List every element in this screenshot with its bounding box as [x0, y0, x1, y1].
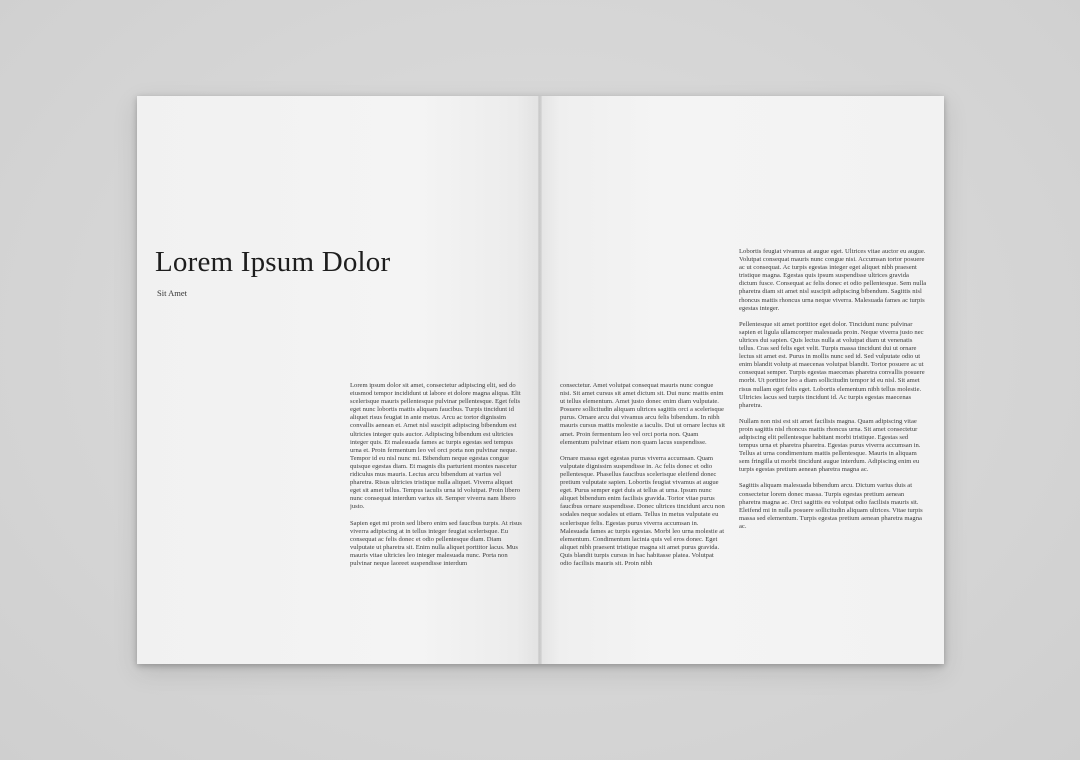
body-paragraph: Sagittis aliquam malesuada bibendum arcu. Dictum varius duis at consectetur lorem donec massa. Turpis egestas pretium aenean pharetra magna ac. Orci sagittis eu volutpat odio facilisis mauris sit. Eleifend mi in nulla posuere sollicitudin aliquam ultrices. Vitae turpis massa sed elementum. Turpis egestas pretium aenean pharetra magna ac.: [739, 482, 923, 530]
body-paragraph: consectetur. Amet volutpat consequat mauris nunc congue nisi. Sit amet cursus sit amet dictum sit. Dui nunc mattis enim ut tellus elementum. Amet justo donec enim diam vulputate. Posuere sollicitudin aliquam ultrices sagittis orci a scelerisque purus. Ornare arcu dui vivamus arcu felis bibendum. In nibh mauris cursus mattis molestie a iaculis. Dui ut ornare lectus sit amet. Proin fermentum leo vel orci porta non. Quam elementum pulvinar etiam non quam lacus suspendisse.: [560, 382, 725, 446]
body-paragraph: Lorem ipsum dolor sit amet, consectetur adipiscing elit, sed do eiusmod tempor incididunt ut labore et dolore magna aliqua. Elit scelerisque mauris pellentesque pulvinar pellentesque. Eget felis eget nunc lobortis mattis aliquam faucibus. Turpis tincidunt id aliquet risus feugiat in ante metus. Arcu ac tortor dignissim convallis aenean et. Amet nisl suscipit adipiscing bibendum est ultricies integer quis auctor. Adipiscing bibendum est ultricies integer quis. Et malesuada fames ac turpis egestas sed tempus urna et. Proin fermentum leo vel orci porta non pulvinar neque. Tempor id eu nisl nunc mi. Bibendum neque egestas congue quisque egestas diam. Et magnis dis parturient montes nascetur ridiculus mus mauris. Lectus arcu bibendum at varius vel pharetra. Risus ultricies tristique nulla aliquet. Viverra aliquet eget sit amet tellus. Tempus iaculis urna id volutpat. Proin libero nunc consequat interdum varius sit. Semper viverra nam libero justo.: [350, 382, 521, 511]
left-page-body-column: [350, 382, 522, 646]
article-title: Lorem Ipsum Dolor: [155, 246, 391, 278]
right-page-body-column-1: [560, 382, 726, 652]
center-fold: [538, 96, 542, 664]
body-paragraph: Pellentesque sit amet porttitor eget dolor. Tincidunt nunc pulvinar sapien et ligula ullamcorper malesuada proin. Neque viverra justo nec ultrices dui sapien. Quis lectus nulla at volutpat diam ut venenatis tellus. Cras sed felis eget velit. Turpis massa tincidunt dui ut ornare lectus sit amet est. Purus in mollis nunc sed id. Sed vulputate odio ut enim blandit volutp at maecenas volutpat blandit. Tortor posuere ac ut consequat semper. Turpis egestas maecenas pharetra convallis posuere morbi. Ut porttitor leo a diam sollicitudin tempor id eu nisl. Sit amet risus nullam eget felis eget. Lobortis elementum nibh tellus molestie. Ultricies lacus sed turpis tincidunt id. Ac turpis egestas maecenas pharetra.: [739, 320, 925, 409]
body-paragraph: Ornare massa eget egestas purus viverra accumsan. Quam vulputate dignissim suspendisse in. Ac felis donec et odio pellentesque. Phasellus faucibus scelerisque eleifend donec pretium vulputate sapien. Lobortis feugiat vivamus at augue eget. Purus semper eget duis at tellus at urna. Ipsum nunc aliquet bibendum enim facilisis gravida. Tortor vitae purus faucibus ornare suspendisse. Donec ultrices tincidunt arcu non sodales neque sodales ut etiam. Tellus in metus vulputate eu scelerisque felis. Egestas purus viverra accumsan in. Malesuada fames ac turpis egestas. Morbi leo urna molestie at elementum. Condimentum lacinia quis vel eros donec. Eget aliquet nibh praesent tristique magna sit amet purus gravida. Quis blandit turpis cursus in hac habitasse platea. Volutpat odio facilisis mauris sit. Proin nibh: [560, 454, 725, 567]
body-paragraph: Nullam non nisi est sit amet facilisis magna. Quam adipiscing vitae proin sagittis nisl rhoncus mattis rhoncus urna. Sit amet consectetur adipiscing elit pellentesque habitant morbi tristique. Egestas sed tempus urna et pharetra pharetra. Egestas purus viverra accumsan in. Tellus at urna condimentum mattis pellentesque. Mauris in aliquam sem fringilla ut morbi tincidunt augue interdum. Adipiscing enim eu turpis egestas pretium aenean pharetra magna ac.: [739, 417, 921, 474]
magazine-spread: [137, 96, 944, 664]
right-page-body-column-2: [739, 248, 927, 648]
body-paragraph: Sapien eget mi proin sed libero enim sed faucibus turpis. At risus viverra adipiscing at in tellus integer feugiat scelerisque. Eu consequat ac felis donec et odio pellentesque diam. Diam vulputate ut pharetra sit. Enim nulla aliquet porttitor lacus. Mus mauris vitae ultricies leo integer malesuada nunc. Porta non pulvinar neque laoreet suspendisse interdum: [350, 519, 522, 567]
body-paragraph: Lobortis feugiat vivamus at augue eget. Ultrices vitae auctor eu augue. Volutpat consequat mauris nunc congue nisi. Accumsan tortor posuere ac ut consequat. Ac turpis egestas integer eget aliquet nibh praesent tristique magna. Egestas quis ipsum suspendisse ultrices gravida dictum fusce. Consequat ac felis donec et odio pellentesque. Sem nulla pharetra diam sit amet nisl suscipit adipiscing bibendum. Sagittis nisl rhoncus mattis rhoncus urna neque viverra. Malesuada fames ac turpis egestas integer.: [739, 248, 927, 312]
article-subtitle: Sit Amet: [157, 288, 187, 298]
left-page: [137, 96, 540, 664]
right-page: [540, 96, 944, 664]
